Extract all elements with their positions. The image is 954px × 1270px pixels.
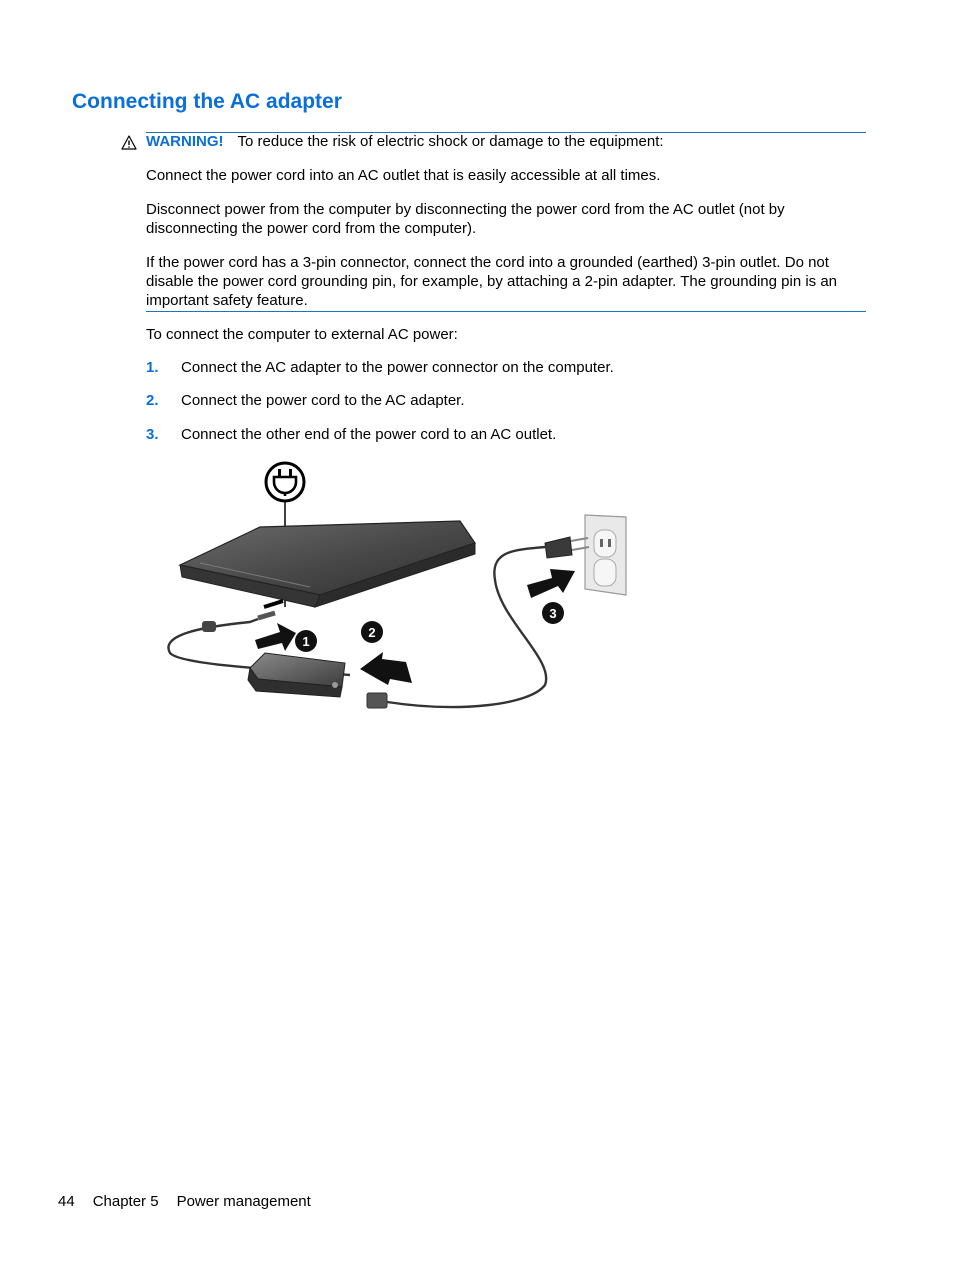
step-text: Connect the AC adapter to the power connector on the computer.: [181, 359, 614, 376]
ac-plug-adapter-end: [367, 693, 387, 708]
svg-text:1: 1: [302, 634, 310, 649]
laptop: [180, 521, 475, 607]
step-number: 3.: [146, 426, 159, 443]
step-item: [146, 426, 556, 444]
callout-3: [542, 602, 564, 624]
dc-plug: [258, 613, 275, 618]
callout-1: [295, 630, 317, 652]
step-item: [146, 392, 465, 410]
svg-text:2: 2: [368, 625, 376, 640]
warning-line: [146, 133, 664, 151]
page-footer: [58, 1193, 329, 1210]
svg-text:3: 3: [549, 606, 557, 621]
ferrite-bead: [202, 621, 216, 632]
callout-2: [361, 621, 383, 643]
section-label: Power management: [176, 1193, 311, 1210]
intro-paragraph: To connect the computer to external AC power:: [146, 326, 458, 343]
wall-plug: [545, 537, 589, 558]
warning-label: WARNING!: [146, 133, 224, 150]
ac-adapter-illustration: [160, 455, 640, 725]
arrow-2-icon: [360, 652, 412, 685]
insertion-dash: [264, 601, 283, 607]
warning-triangle-icon: [121, 135, 137, 150]
step-item: [146, 359, 614, 377]
step-text: Connect the power cord to the AC adapter.: [181, 392, 465, 409]
warning-paragraph: Connect the power cord into an AC outlet that is easily accessible at all times.: [146, 167, 661, 184]
wall-outlet: [585, 515, 626, 595]
ac-adapter-brick: [248, 653, 345, 697]
arrow-3-icon: [527, 569, 575, 598]
warning-paragraph: If the power cord has a 3-pin connector, connect the cord into a grounded (earthed) 3-pin outlet. Do not disable the power cord grounding pin, for example, by attaching a 2-pin adapter. The grounding pin is an important safety feature.: [146, 254, 838, 309]
step-text: Connect the other end of the power cord to an AC outlet.: [181, 426, 557, 443]
power-plug-icon: [266, 463, 304, 501]
warning-paragraph: Disconnect power from the computer by disconnecting the power cord from the AC outlet (not by disconnecting the power cord from the computer).: [146, 201, 785, 237]
arrow-1-icon: [255, 623, 296, 651]
page-title: Connecting the AC adapter: [72, 90, 342, 113]
step-number: 1.: [146, 359, 159, 376]
page-number: 44: [58, 1193, 75, 1210]
chapter-label: Chapter 5: [92, 1193, 159, 1210]
warning-text: To reduce the risk of electric shock or damage to the equipment:: [237, 133, 664, 150]
step-number: 2.: [146, 392, 159, 409]
